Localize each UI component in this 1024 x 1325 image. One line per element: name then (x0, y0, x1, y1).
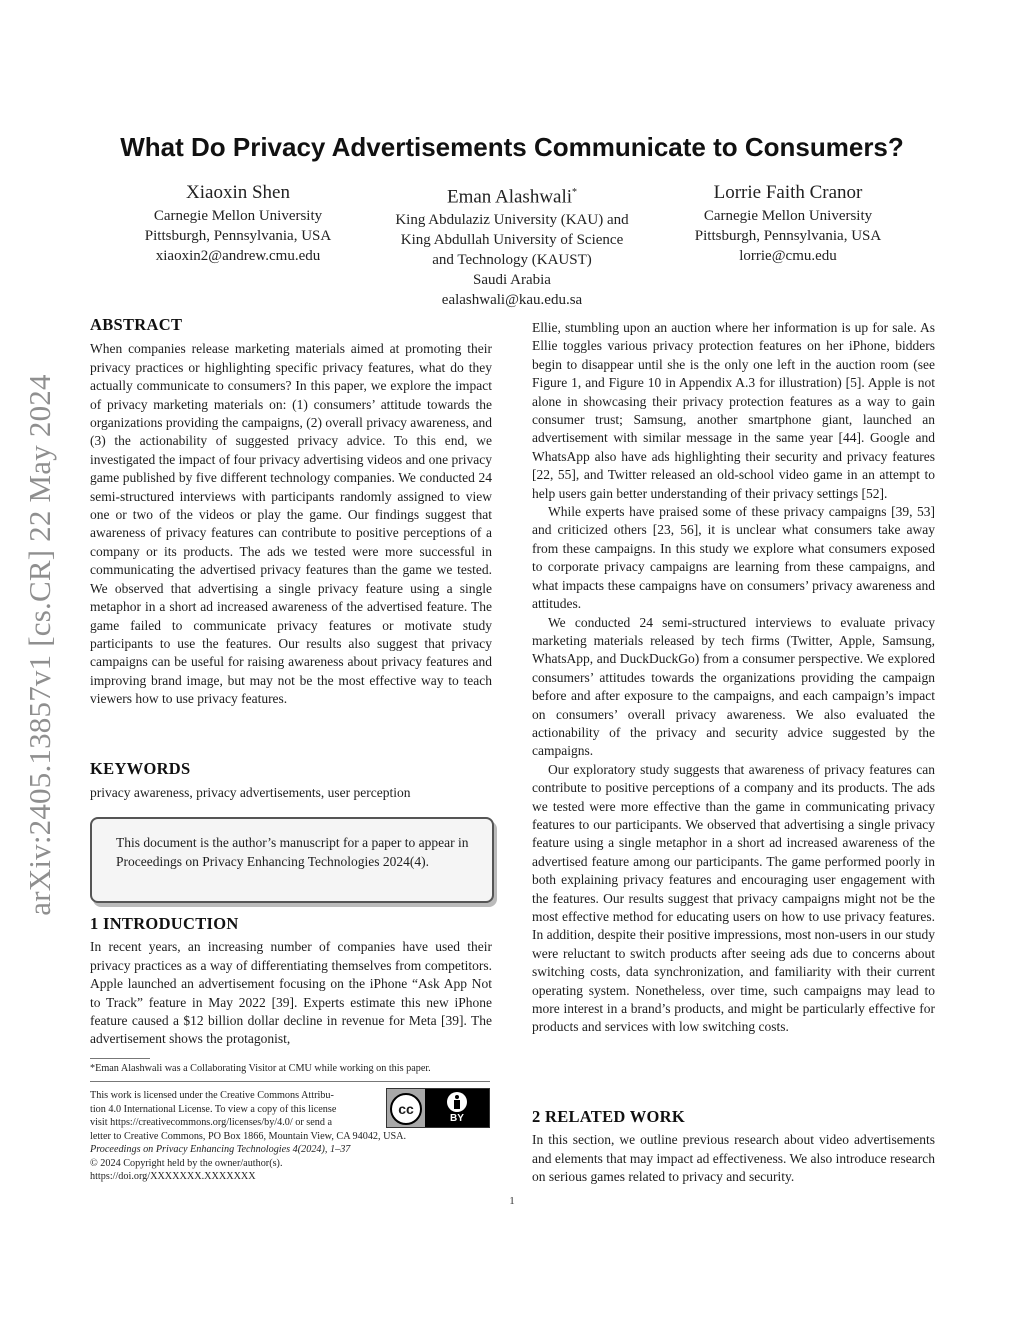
license-line: tion 4.0 International License. To view a copy of this license (90, 1103, 337, 1115)
keywords-heading: KEYWORDS (90, 759, 191, 778)
introduction-continued (532, 319, 935, 1037)
author-email: lorrie@cmu.edu (739, 248, 837, 264)
author-footnote: *Eman Alashwali was a Collaborating Visitor at CMU while working on this paper. (90, 1063, 431, 1074)
author-affiliation: and Technology (KAUST) (432, 252, 592, 269)
venue-line: Proceedings on Privacy Enhancing Technologies 4(2024), 1–37 (90, 1144, 351, 1155)
footnote-rule (90, 1058, 150, 1059)
license-line: letter to Creative Commons, PO Box 1866, Mountain View, CA 94042, USA. (90, 1130, 407, 1142)
abstract-heading: ABSTRACT (90, 315, 183, 334)
related-work-section (532, 1108, 935, 1187)
keywords-text: privacy awareness, privacy advertisements, user perception (90, 785, 411, 801)
author-affiliation: Carnegie Mellon University (703, 208, 873, 224)
introduction-paragraph: Our exploratory study suggests that awareness of privacy features can contribute to positive perceptions of a company and its products. The ads we tested were more effective than the game in communicating privacy features to our participants. We observed that advertising a single privacy feature using a single metaphor in a short ad increased awareness of the advertised feature among our participants. The game performed poorly in both explaining privacy features and encouraging user engagement with the features. Our results suggest that privacy campaigns might not be the most effective method for educating users on how to use privacy features. In addition, despite their positive impressions, most non-users in our study were reluctant to switch products after seeing ads due to concerns about switching costs, data synchronization, and familiarity with their current operating system. Nonetheless, over time, such campaigns may lead to more interest in a brand’s products, and might be particularly effective for products and services with low switching costs. (532, 761, 935, 1035)
introduction-paragraph: While experts have praised some of these privacy campaigns [39, 53] and criticized others [23, 56], it is unclear what consumers take away from these campaigns. In this study we explore what consumers exposed to corporate privacy campaigns are learning from these campaigns, and what impacts these campaigns have on consumers’ privacy awareness and attitudes. (532, 504, 935, 612)
author-location: Pittsburgh, Pennsylvania, USA (694, 228, 882, 244)
doi-line: https://doi.org/XXXXXXX.XXXXXXX (90, 1171, 256, 1182)
author-name: Xiaoxin Shen (186, 182, 290, 203)
author-name: Lorrie Faith Cranor (713, 182, 863, 203)
author-block-1 (118, 180, 358, 266)
license-rule (90, 1081, 490, 1082)
author-email: xiaoxin2@andrew.cmu.edu (155, 248, 321, 264)
author-block-2 (372, 180, 652, 310)
introduction-section (90, 915, 492, 1049)
author-block-3 (668, 180, 908, 266)
paper-title: What Do Privacy Advertisements Communicate to Consumers? (120, 132, 904, 162)
keywords-section (90, 760, 492, 803)
introduction-paragraph: In recent years, an increasing number of companies have used their privacy practices as a way of differentiating themselves from competitors. Apple launched an advertisement focusing on the iPhone “Ask App Not to Track” feature in May 2022 [39]. Experts estimate this new iPhone feature caused a $12 billion dollar decline in revenue for Meta [39]. The advertisement shows the protagonist, (90, 939, 492, 1047)
introduction-paragraph: We conducted 24 semi-structured interviews to evaluate privacy marketing materials released by tech firms (Twitter, Apple, Samsung, WhatsApp, and DuckDuckGo) from a consumer perspective. We explored consumers’ attitudes towards the organizations providing the campaign before and after exposure to the campaigns, and each campaign’s impact on consumers’ overall privacy awareness. We also evaluated the actionability of the privacy and security advice suggested by the campaigns. (532, 614, 935, 759)
author-location: Pittsburgh, Pennsylvania, USA (144, 228, 332, 244)
introduction-paragraph: Ellie, stumbling upon an auction where her information is up for sale. As Ellie toggles various privacy protection features on her iPhone, bidders begin to disappear until she is the only one left in the auction room (see Figure 1, and Figure 10 in Appendix A.3 for illustration) [5]. Apple is not alone in showcasing their privacy protection features as a way to gain consumer trust; Samsung, another smartphone giant, launched an advertisement with similar message in the same year [44]. Google and WhatsApp also have ads highlighting their security and privacy features [22, 55], and Twitter released an old-school video game in an attempt to help users gain better understanding of their privacy settings [52]. (532, 320, 935, 501)
abstract-text: When companies release marketing materials aimed at promoting their privacy practices or highlighting specific privacy features, what do they actually communicate to consumers? In this paper, we explore the impact of privacy marketing materials on: (1) consumers’ attitude towards the organizations providing the campaigns, (2) overall privacy awareness, and (3) the actionability of suggested privacy advice. To this end, we investigated the impact of four privacy advertising videos and one privacy game published by five different technology companies. We conducted 24 semi-structured interviews with participants randomly assigned to view one or two of the videos or play the game. Our findings suggest that awareness of privacy features can contribute to positive perceptions of a company or its products. The ads we tested were more successful in communicating the advertised privacy features than the game we tested. We observed that advertising a single privacy feature using a single metaphor in a short ad increased awareness of the advertised feature. The game failed to communicate privacy features or motivate study participants to use the features. Our results also suggest that privacy campaigns can be useful for raising awareness about privacy features and improving brand image, but may not be the most effective way to teach viewers how to use privacy features. (90, 341, 492, 707)
arxiv-side-stamp (18, 345, 62, 945)
author-location: Saudi Arabia (473, 272, 551, 289)
person-icon (447, 1092, 467, 1112)
author-email: ealashwali@kau.edu.sa (441, 292, 583, 309)
license-line: visit https://creativecommons.org/licenses/by/4.0/ or send a (90, 1117, 333, 1128)
manuscript-note-text: This document is the author’s manuscript for a paper to appear in Proceedings on Privacy Enhancing Technologies 2024(4). (116, 835, 469, 869)
page-number: 1 (509, 1195, 515, 1207)
by-label: BY (450, 1113, 464, 1124)
manuscript-note-box (90, 817, 494, 903)
copyright-line: © 2024 Copyright held by the owner/author(s). (90, 1157, 283, 1169)
author-affiliation: King Abdulaziz University (KAU) and (395, 212, 629, 229)
introduction-heading: 1 INTRODUCTION (90, 914, 239, 933)
abstract-section (90, 316, 492, 709)
arxiv-identifier: arXiv:2405.13857v1 [cs.CR] 22 May 2024 (22, 374, 57, 916)
related-work-paragraph: In this section, we outline previous research about video advertisements and elements that may impact ad effectiveness. We also introduce research on serious games related to privacy and security. (532, 1132, 935, 1185)
author-affiliation: Carnegie Mellon University (153, 208, 323, 224)
author-name: Eman Alashwali* (446, 186, 578, 208)
related-work-heading: 2 RELATED WORK (532, 1107, 686, 1126)
cc-by-license-badge (386, 1088, 490, 1128)
cc-icon: cc (390, 1093, 422, 1125)
author-affiliation: King Abdullah University of Science (400, 232, 624, 249)
by-attribution-icon (425, 1089, 489, 1127)
license-line: This work is licensed under the Creative Commons Attribu- (90, 1090, 334, 1101)
